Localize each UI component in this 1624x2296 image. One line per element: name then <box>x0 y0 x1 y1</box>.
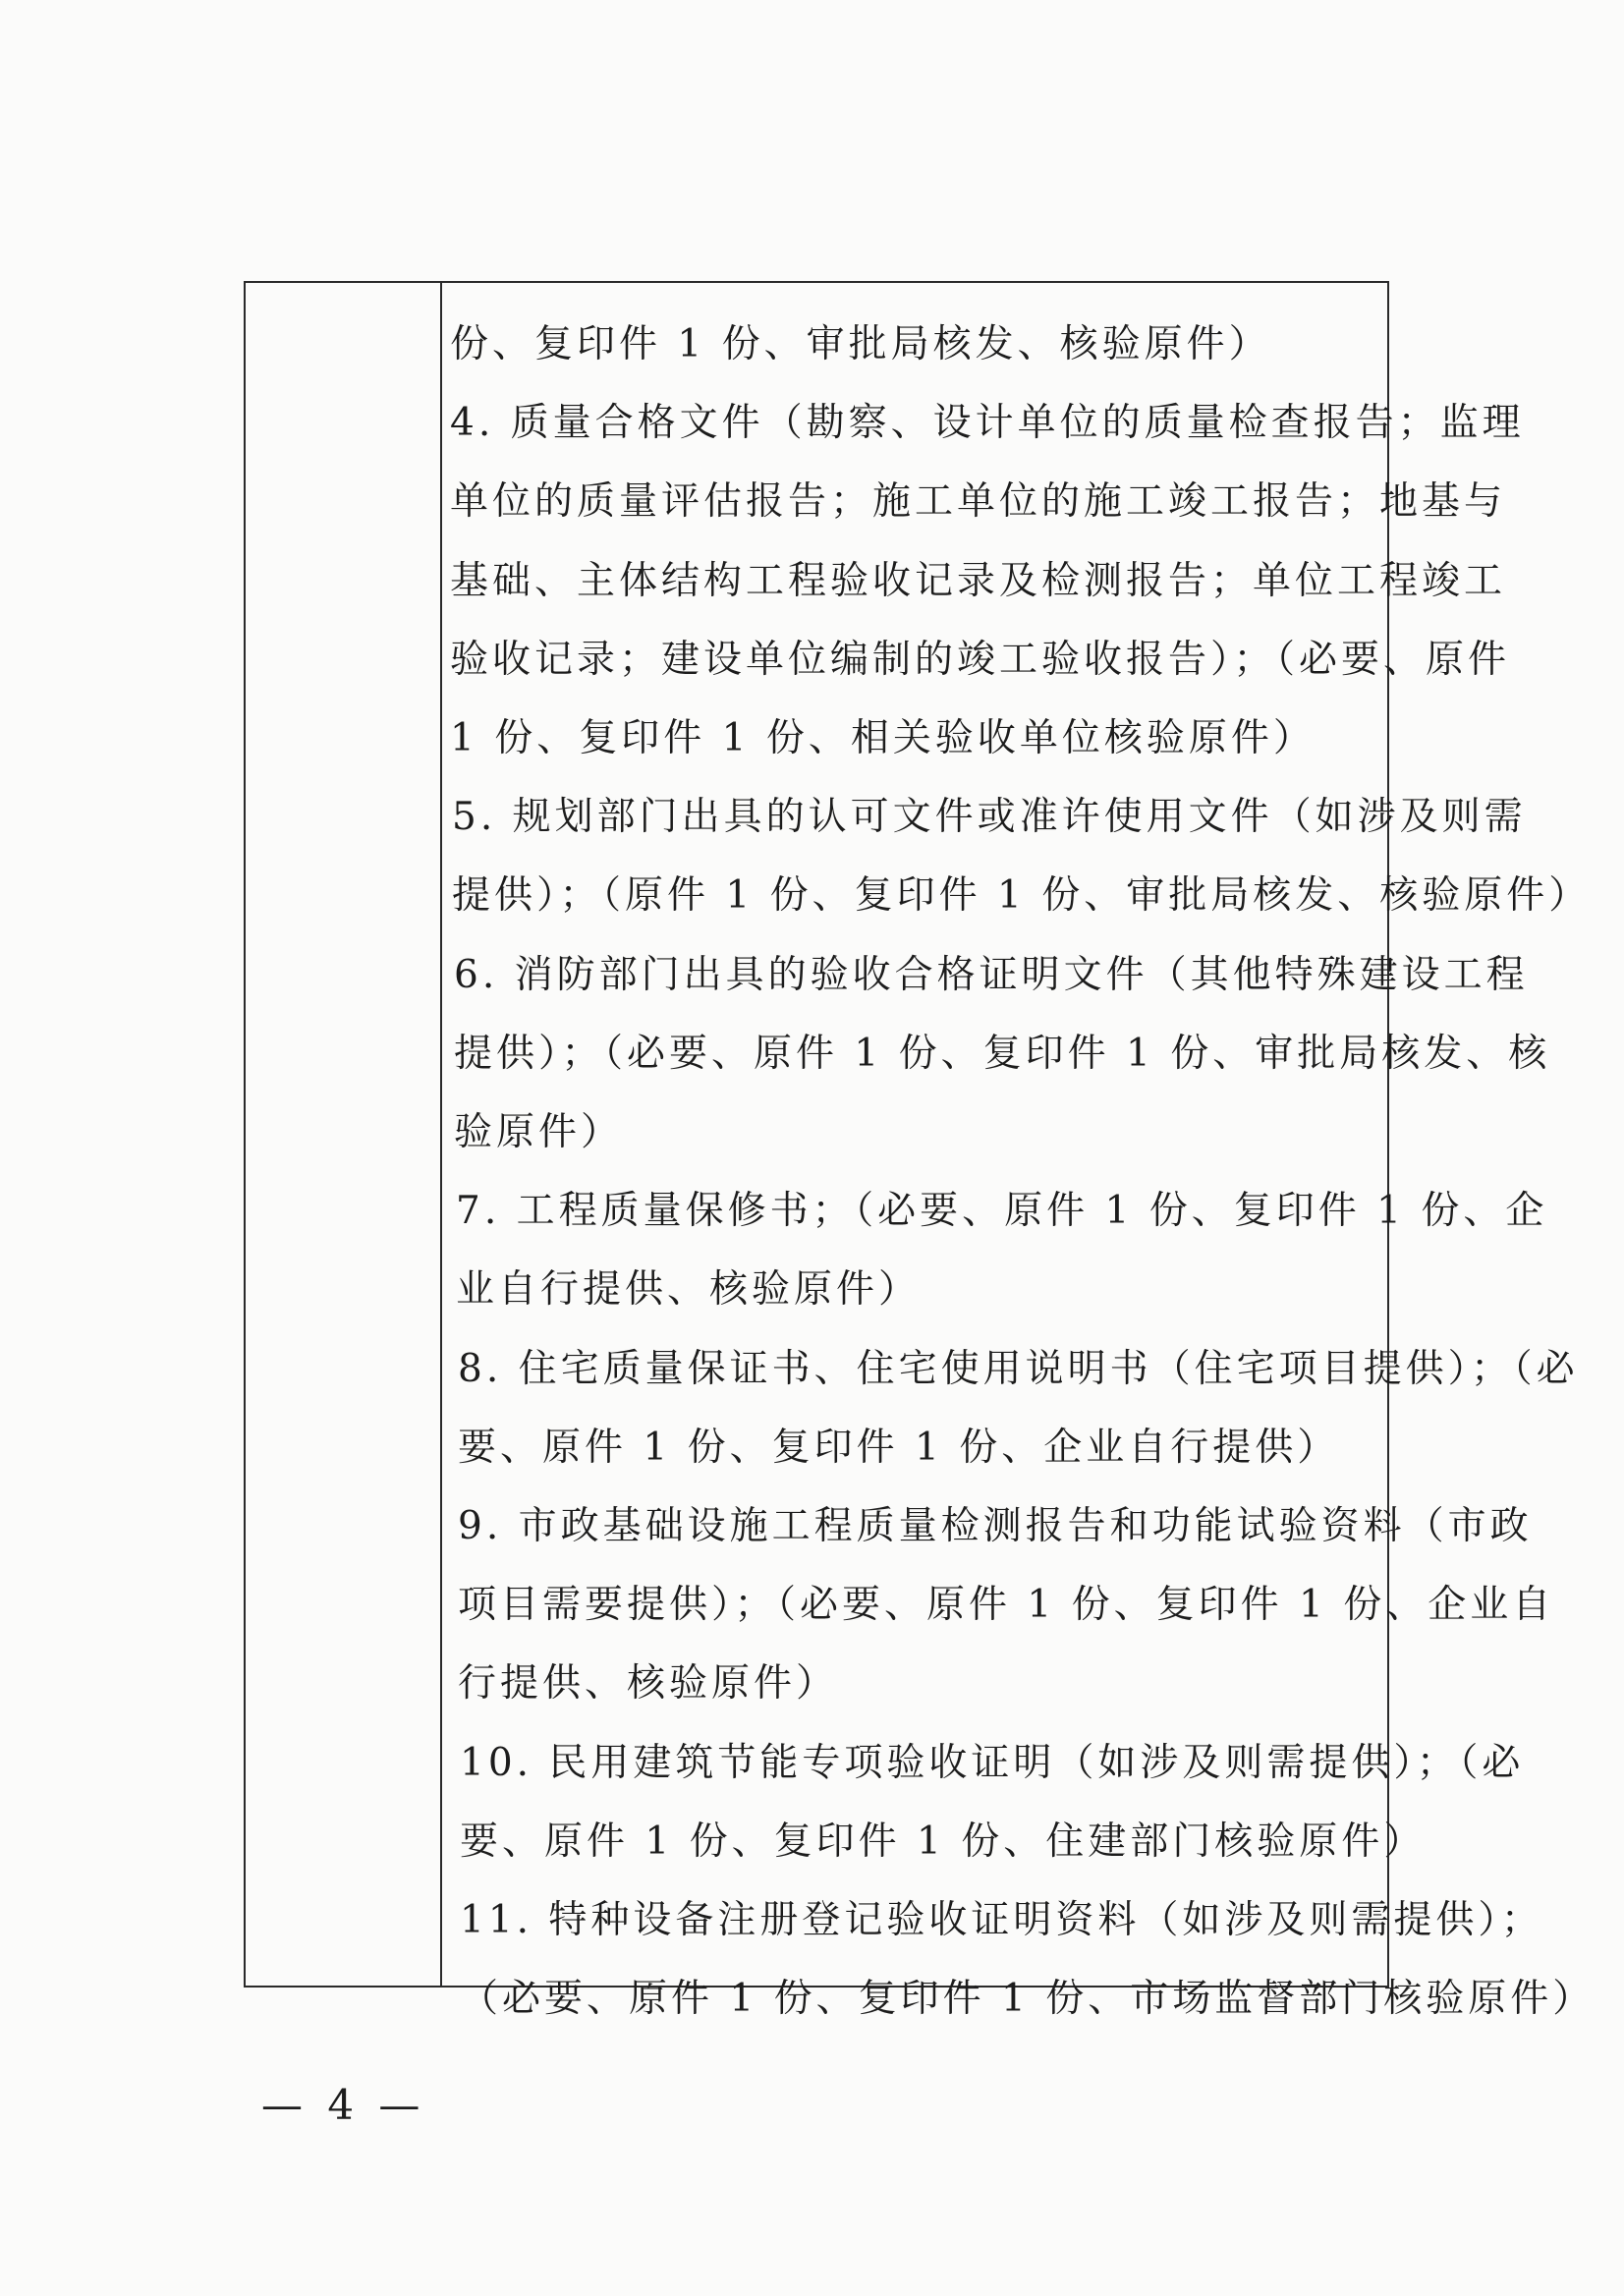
text-line: 要、原件 1 份、复印件 1 份、企业自行提供） <box>458 1425 1340 1470</box>
text-line: 7. 工程质量保修书；（必要、原件 1 份、复印件 1 份、企 <box>456 1189 1548 1234</box>
text-line: 要、原件 1 份、复印件 1 份、住建部门核验原件） <box>460 1819 1427 1864</box>
text-line: 业自行提供、核验原件） <box>456 1267 922 1313</box>
text-line: 4. 质量合格文件（勘察、设计单位的质量检查报告；监理 <box>450 401 1525 446</box>
text-line: 份、复印件 1 份、审批局核发、核验原件） <box>450 322 1271 366</box>
text-line: 提供）；（原件 1 份、复印件 1 份、审批局核发、核验原件） <box>452 873 1592 919</box>
text-line: 8. 住宅质量保证书、住宅使用说明书（住宅项目提供）；（必 <box>458 1346 1579 1391</box>
text-line: （必要、原件 1 份、复印件 1 份、市场监督部门核验原件） <box>460 1977 1596 2022</box>
text-line: 5. 规划部门出具的认可文件或准许使用文件（如涉及则需 <box>452 795 1527 840</box>
text-line: 提供）；（必要、原件 1 份、复印件 1 份、审批局核发、核 <box>454 1031 1551 1076</box>
text-line: 验收记录；建设单位编制的竣工验收报告）；（必要、原件 <box>450 637 1511 682</box>
requirements-table <box>244 281 1596 2022</box>
text-line: 6. 消防部门出具的验收合格证明文件（其他特殊建设工程 <box>454 952 1529 997</box>
text-line: 单位的质量评估报告；施工单位的施工竣工报告；地基与 <box>450 479 1507 525</box>
table-right-column <box>442 283 1596 2022</box>
table-left-column <box>246 283 442 1986</box>
text-line: 1 份、复印件 1 份、相关验收单位核验原件） <box>450 716 1316 760</box>
text-line: 行提供、核验原件） <box>458 1661 839 1707</box>
text-line: 验原件） <box>454 1110 624 1154</box>
text-line: 11. 特种设备注册登记验收证明资料（如涉及则需提供）； <box>460 1898 1543 1942</box>
text-line: 9. 市政基础设施工程质量检测报告和功能试验资料（市政 <box>458 1504 1533 1548</box>
text-line: 基础、主体结构工程验收记录及检测报告；单位工程竣工 <box>450 558 1507 603</box>
text-line: 项目需要提供）；（必要、原件 1 份、复印件 1 份、企业自 <box>458 1583 1555 1628</box>
text-line: 10. 民用建筑节能专项验收证明（如涉及则需提供）；（必 <box>460 1740 1525 1785</box>
page-number: — 4 — <box>261 2081 426 2129</box>
